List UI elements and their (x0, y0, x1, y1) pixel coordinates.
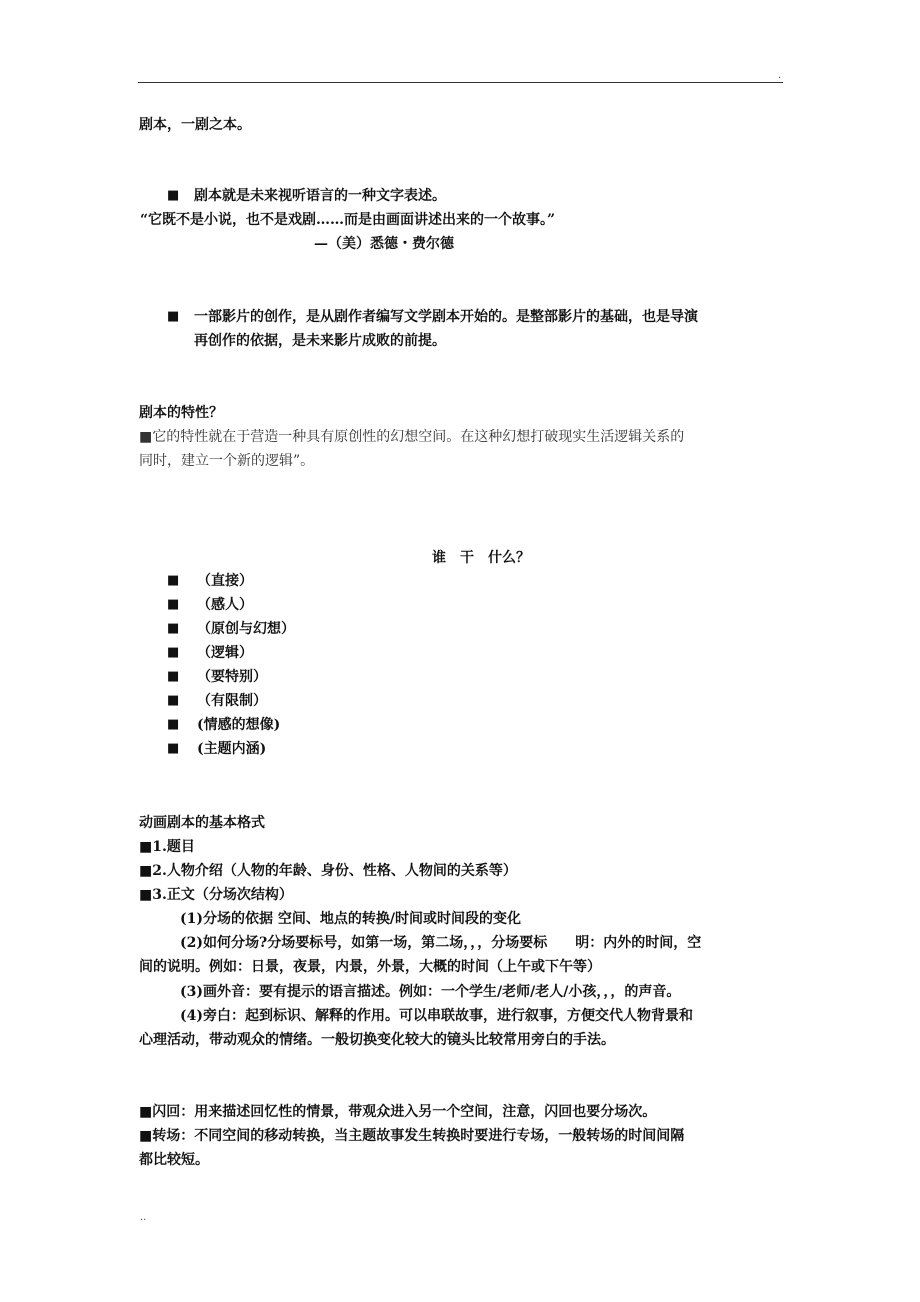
bullet1-text: 剧本就是未来视听语言的一种文字表述。 (194, 188, 446, 204)
nature-line1: ■它的特性就在于营造一种具有原创性的幻想空间。在这种幻想打破现实生活逻辑关系的 (139, 429, 685, 445)
format-sub4-line1: (4)旁白：起到标识、解释的作用。可以串联故事，进行叙事，方便交代人物背景和 (180, 1008, 693, 1024)
who-list-item: (主题内涵) (197, 741, 267, 757)
bullet-square-icon: ■ (167, 741, 180, 756)
bullet-square-icon: ■ (167, 573, 180, 588)
bullet-square-icon: ■ (167, 717, 180, 732)
header-rule (138, 82, 783, 83)
who-heading: 谁 干 什么？ (432, 550, 530, 566)
bullet-square-icon: ■ (167, 621, 180, 636)
bullet-square-icon: ■ (167, 309, 180, 324)
flashback-text: ■闪回：用来描述回忆性的情景，带观众进入另一个空间，注意，闪回也要分场次。 (139, 1104, 657, 1120)
format-sub2-line1: (2)如何分场?分场要标号，如第一场，第二场，，，分场要标 明：内外的时间，空 (180, 935, 702, 951)
bullet-square-icon: ■ (167, 597, 180, 612)
quote-attribution: —（美）悉德・费尔德 (314, 236, 454, 252)
bullet-square-icon: ■ (167, 645, 180, 660)
who-list-item: （有限制） (197, 693, 267, 709)
bullet2-line1: 一部影片的创作，是从剧作者编写文学剧本开始的。是整部影片的基础，也是导演 (194, 309, 698, 325)
format-sub3: (3)画外音：要有提示的语言描述。例如：一个学生/老师/老人/小孩，，，的声音。 (180, 984, 681, 1000)
nature-line2: 同时，建立一个新的逻辑”。 (139, 453, 315, 469)
footer-dots: .. (140, 1212, 147, 1223)
who-list-item: （要特别） (197, 669, 267, 685)
format-item3: ■3.正文（分场次结构） (139, 887, 293, 903)
bullet-square-icon: ■ (167, 693, 180, 708)
format-sub2-line2: 间的说明。例如：日景，夜景，内景，外景，大概的时间（上午或下午等） (139, 959, 601, 975)
format-sub4-line2: 心理活动，带动观众的情绪。一般切换变化较大的镜头比较常用旁白的手法。 (139, 1032, 615, 1048)
who-list-item: (情感的想像) (197, 717, 281, 733)
who-list-item: （感人） (197, 597, 253, 613)
transition-line1: ■转场：不同空间的移动转换，当主题故事发生转换时要进行专场，一般转场的时间间隔 (139, 1128, 685, 1144)
bullet2-line2: 再创作的依据，是未来影片成败的前提。 (194, 333, 446, 349)
format-heading: 动画剧本的基本格式 (139, 815, 265, 831)
who-list-item: （逻辑） (197, 645, 253, 661)
bullet-square-icon: ■ (167, 188, 180, 203)
who-list-item: （原创与幻想） (197, 621, 295, 637)
intro-line: 剧本，一剧之本。 (139, 117, 251, 133)
bullet-square-icon: ■ (167, 669, 180, 684)
format-item2: ■2.人物介绍（人物的年龄、身份、性格、人物间的关系等） (139, 863, 517, 879)
format-item1: ■1.题目 (139, 839, 195, 855)
header-dot: . (778, 70, 782, 81)
format-sub1: (1)分场的依据 空间、地点的转换/时间或时间段的变化 (180, 911, 521, 927)
transition-line2: 都比较短。 (139, 1152, 209, 1168)
nature-heading: 剧本的特性？ (139, 405, 223, 421)
who-list-item: （直接） (197, 573, 253, 589)
quote-text: “它既不是小说，也不是戏剧……而是由画面讲述出来的一个故事。” (140, 212, 556, 228)
